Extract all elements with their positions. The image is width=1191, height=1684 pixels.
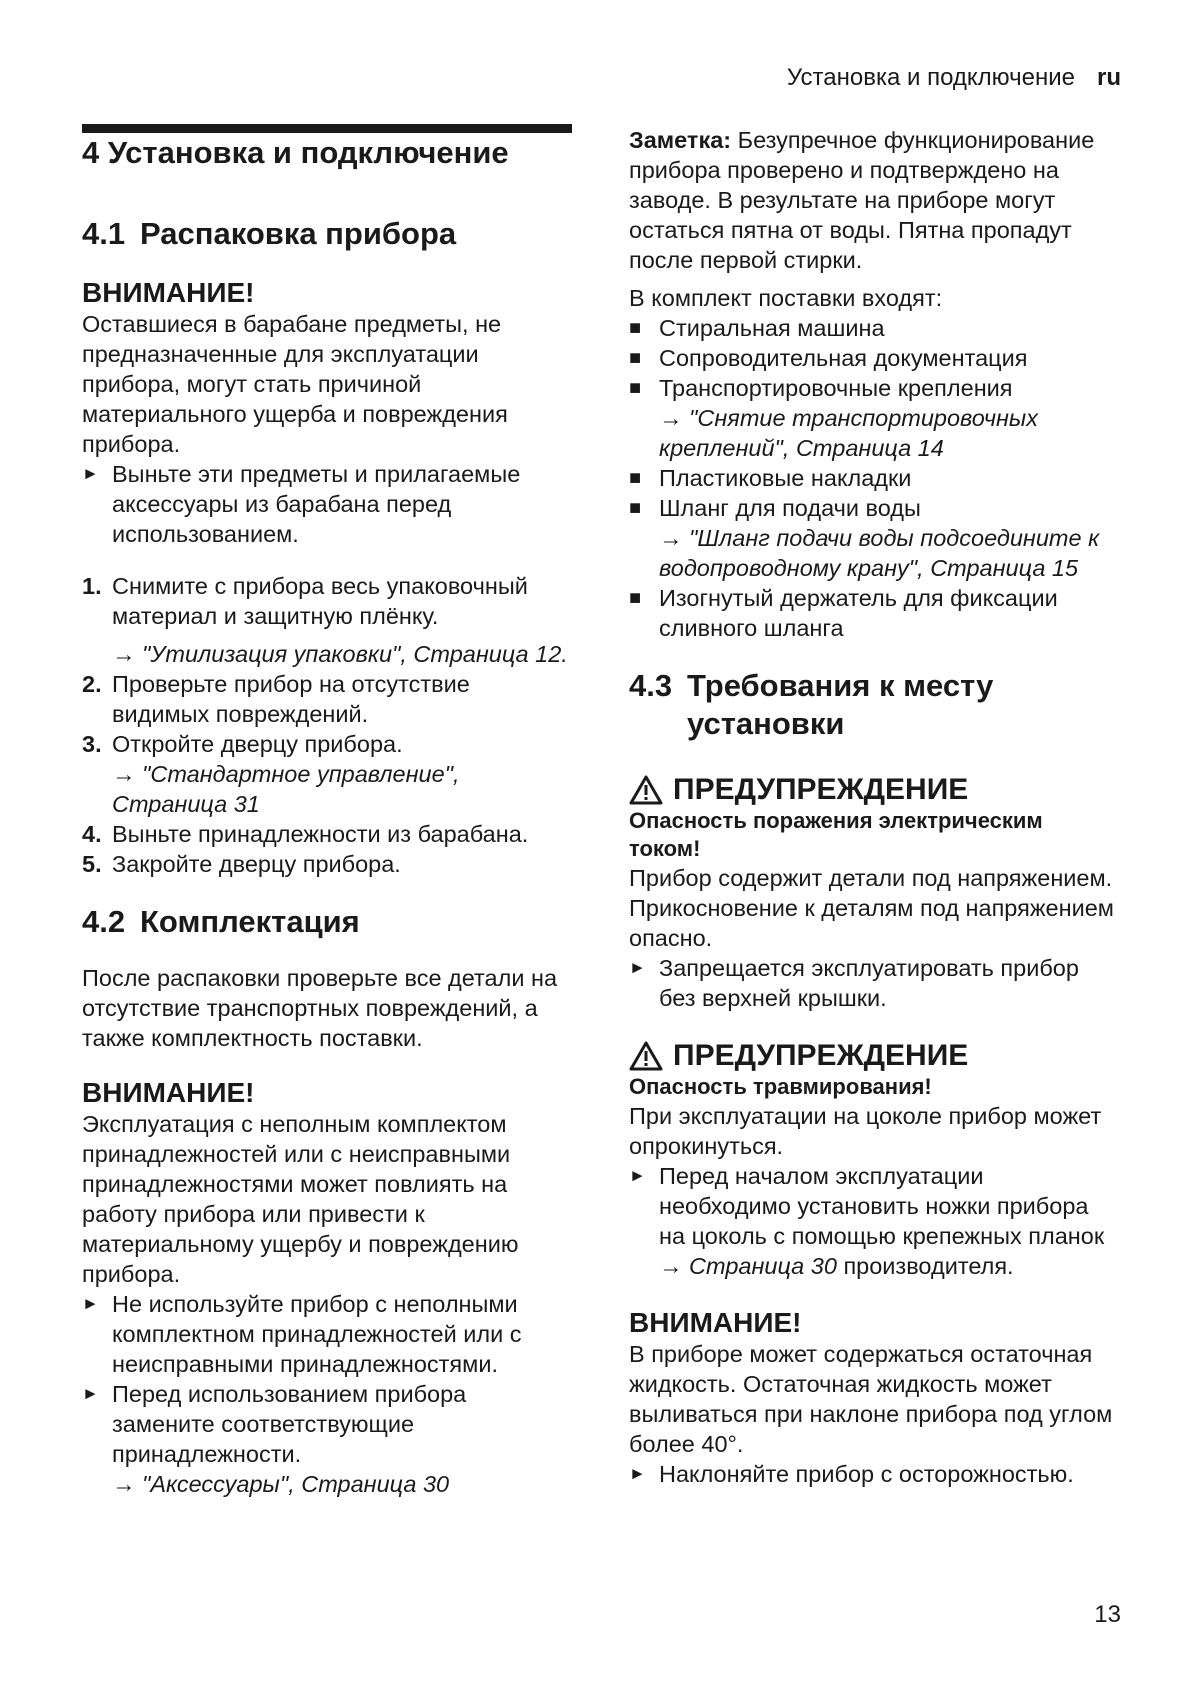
list-item	[82, 571, 572, 669]
section-title: Требования к месту установки	[687, 668, 994, 741]
action-item	[629, 1459, 1119, 1489]
cross-reference-link[interactable]: → "Снятие транспортировочных креплений", Страница 14	[659, 405, 1038, 461]
warning-title: ПРЕДУПРЕЖДЕНИЕ	[673, 773, 969, 806]
section-number: 4.1	[82, 216, 126, 251]
list-item: ■ Изогнутый держатель для фиксации сливного шланга	[629, 585, 1058, 641]
running-header	[787, 64, 1121, 92]
caution-text: Эксплуатация с неполным комплектом принадлежностей или с неисправными принадлежностями может повлиять на работу прибора или привести к материальному ущербу и повреждению прибора.	[82, 1111, 519, 1287]
action-item	[82, 459, 572, 549]
section-number: 4.3	[629, 668, 673, 703]
caution-block-residual-water	[629, 1307, 1119, 1489]
triangle-bullet-icon: ►	[82, 1294, 99, 1313]
section-title: Распаковка прибора	[140, 216, 457, 251]
header-section-title: Установка и подключение	[786, 64, 1075, 91]
triangle-bullet-icon: ►	[629, 958, 646, 977]
step-number: 4.	[82, 821, 102, 847]
page-number: 13	[1094, 1601, 1121, 1628]
square-bullet-icon: ■	[629, 347, 642, 369]
arrow-right-icon: →	[112, 761, 143, 787]
list-item	[82, 669, 572, 729]
caution-title: ВНИМАНИЕ!	[629, 1307, 802, 1338]
warning-heading	[629, 1039, 1119, 1073]
action-text: Перед началом эксплуатации необходимо установить ножки прибора на цоколь с помощью крепежных планок	[659, 1163, 1105, 1249]
arrow-right-icon: →	[112, 1471, 143, 1497]
list-item	[82, 729, 572, 819]
step-text: Закройте дверцу прибора.	[112, 851, 401, 877]
list-item: ■ Шланг для подачи воды → "Шланг подачи воды подсоедините к водопроводному крану", Страница 15	[629, 493, 1119, 583]
step-text: Снимите с прибора весь упаковочный материал и защитную плёнку.	[112, 573, 528, 629]
action-text: Наклоняйте прибор с осторожностью.	[659, 1461, 1074, 1487]
note-block	[629, 125, 1119, 275]
action-text: Перед использованием прибора замените соответствующие принадлежности.	[112, 1381, 467, 1467]
caution-text: В приборе может содержаться остаточная жидкость. Остаточная жидкость может выливаться при наклоне прибора под углом более 40°.	[629, 1341, 1113, 1457]
warning-triangle-icon	[629, 1041, 663, 1071]
section-4-2-text: После распаковки проверьте все детали на отсутствие транспортных повреждений, а также комплектность поставки.	[82, 965, 558, 1051]
section-4-2-heading	[82, 903, 572, 941]
step-text: Выньте принадлежности из барабана.	[112, 821, 529, 847]
caution-block-unpacking	[82, 277, 572, 549]
square-bullet-icon: ■	[629, 587, 642, 609]
square-bullet-icon: ■	[629, 317, 642, 339]
unpacking-steps	[82, 571, 572, 879]
arrow-right-icon: →	[112, 641, 143, 667]
section-4-1-heading	[82, 215, 572, 253]
step-number: 2.	[82, 671, 102, 697]
action-text: Не используйте прибор с неполными комплектном принадлежностей или с неисправными принадлежностями.	[112, 1291, 522, 1377]
triangle-bullet-icon: ►	[629, 1464, 646, 1483]
warning-subtitle: Опасность травмирования!	[629, 1074, 932, 1099]
section-4-3-heading	[629, 667, 1119, 743]
cross-reference-link[interactable]: → "Шланг подачи воды подсоедините к водопроводному крану", Страница 15	[659, 525, 1100, 581]
triangle-bullet-icon: ►	[629, 1166, 646, 1185]
list-item: ■ Стиральная машина	[629, 315, 885, 341]
caution-title: ВНИМАНИЕ!	[82, 1077, 255, 1108]
action-item	[629, 1161, 1119, 1281]
note-label: Заметка:	[629, 127, 732, 153]
delivery-list	[629, 313, 1119, 643]
cross-reference-link[interactable]: → "Утилизация упаковки", Страница 12.	[112, 641, 568, 667]
arrow-right-icon: →	[659, 405, 690, 431]
step-number: 3.	[82, 731, 102, 757]
warning-heading	[629, 773, 1119, 807]
cross-reference-link[interactable]: → Страница 30	[659, 1253, 837, 1279]
warning-triangle-icon	[629, 775, 663, 805]
triangle-bullet-icon: ►	[82, 464, 99, 483]
list-item	[82, 819, 572, 849]
warning-title: ПРЕДУПРЕЖДЕНИЕ	[673, 1039, 969, 1072]
caution-title: ВНИМАНИЕ!	[82, 277, 255, 308]
arrow-right-icon: →	[659, 1253, 690, 1279]
cross-reference-link[interactable]: → "Аксессуары", Страница 30	[112, 1471, 450, 1497]
action-item	[629, 953, 1119, 1013]
warning-block-injury	[629, 1039, 1119, 1281]
chapter-title: 4 Установка и подключение	[82, 135, 509, 170]
step-number: 1.	[82, 573, 102, 599]
warning-text: Прибор содержит детали под напряжением. Прикосновение к деталям под напряжением опасно.	[629, 865, 1114, 951]
action-item	[82, 1289, 572, 1379]
list-item	[82, 849, 572, 879]
list-item: ■ Пластиковые накладки	[629, 465, 912, 491]
arrow-right-icon: →	[659, 525, 690, 551]
step-text: Проверьте прибор на отсутствие видимых повреждений.	[112, 671, 470, 727]
warning-block-electric	[629, 773, 1119, 1013]
caution-block-accessories	[82, 1077, 572, 1499]
section-title: Комплектация	[140, 904, 360, 939]
triangle-bullet-icon: ►	[82, 1384, 99, 1403]
warning-subtitle: Опасность поражения электрическим током!	[629, 808, 1043, 861]
square-bullet-icon: ■	[629, 467, 642, 489]
delivery-intro: В комплект поставки входят:	[629, 285, 943, 311]
step-number: 5.	[82, 851, 102, 877]
action-text: Выньте эти предметы и прилагаемые аксессуары из барабана перед использованием.	[112, 461, 521, 547]
action-text: Запрещается эксплуатировать прибор без верхней крышки.	[659, 955, 1079, 1011]
warning-text: При эксплуатации на цоколе прибор может опрокинуться.	[629, 1103, 1102, 1159]
action-item	[82, 1379, 572, 1499]
header-language-code: ru	[1097, 64, 1121, 91]
cross-reference-link[interactable]: → "Стандартное управление", Страница 31	[112, 761, 460, 817]
list-item: ■ Транспортировочные крепления → "Снятие транспортировочных креплений", Страница 14	[629, 373, 1119, 463]
step-text: Откройте дверцу прибора.	[112, 731, 403, 757]
list-item: ■ Сопроводительная документация	[629, 345, 1028, 371]
cross-reference-line: → Страница 30 производителя.	[659, 1253, 1014, 1279]
left-column	[82, 125, 572, 1499]
square-bullet-icon: ■	[629, 377, 642, 399]
section-number: 4.2	[82, 904, 126, 939]
right-column	[629, 125, 1119, 1489]
note-text: Безупречное функционирование прибора проверено и подтверждено на заводе. В результате на приборе могут остаться пятна от воды. Пятна пропадут после первой стирки.	[629, 127, 1095, 273]
caution-text: Оставшиеся в барабане предметы, не предназначенные для эксплуатации прибора, могут стать причиной материального ущерба и повреждения прибора.	[82, 311, 508, 457]
square-bullet-icon: ■	[629, 497, 642, 519]
